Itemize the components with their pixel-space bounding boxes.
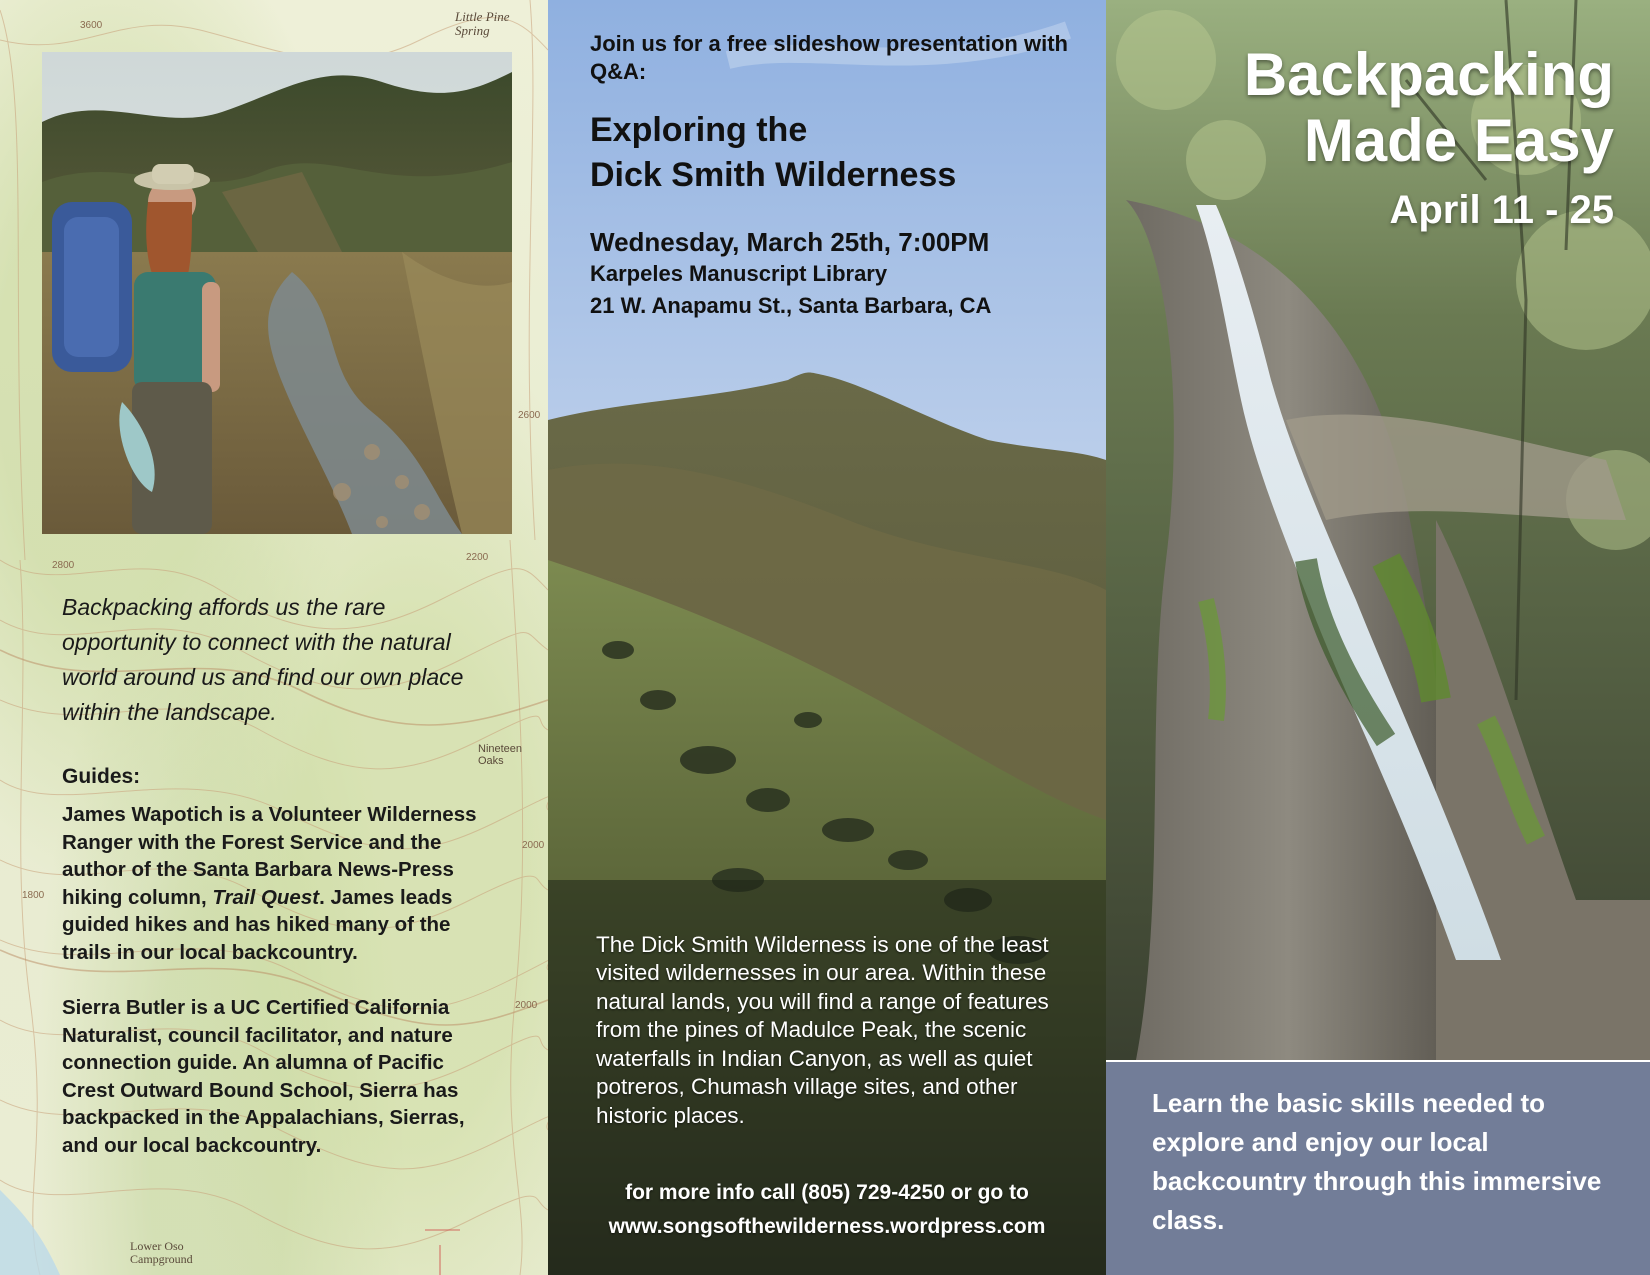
course-summary-text: Learn the basic skills needed to explore and enjoy our local backcountry through this immersive class. [1152,1088,1602,1235]
contour-number: 2800 [52,560,75,571]
course-summary-box [1106,1062,1650,1275]
contour-number: 2000 [515,1000,538,1011]
left-panel [0,0,548,1275]
course-title-line2: Made Easy [1303,107,1614,174]
map-label-little-pine-spring: Little Pine Spring [455,9,510,38]
bio-james-text-end: . James leads guided hikes and has hiked many of the trails in our local backcountry. [62,885,453,964]
contour-number: 2200 [466,552,489,563]
middle-panel [548,0,1106,1275]
course-dates: April 11 - 25 [1389,188,1614,232]
event-header [590,30,1090,322]
slideshow-intro: Join us for a free slideshow presentation with Q&A: [590,31,1068,84]
hiker-photo-illustration [42,52,512,534]
event-date: Wednesday, March 25th, 7:00PM [590,227,990,257]
wilderness-description: The Dick Smith Wilderness is one of the least visited wildernesses in our area. Within these natural lands, you will find a range of features from the pines of Madulce Peak, the scenic waterfalls in Indian Canyon, as well as quiet potreros, Chumash village sites, and other historic places. [596,931,1049,1129]
event-venue: Karpeles Manuscript Library [590,261,888,286]
bio-james-text: James Wapotich is a Volunteer Wilderness Ranger with the Forest Service and the author of the Santa Barbara News-Press hiking column, [62,803,477,909]
right-panel [1106,0,1650,1275]
map-label-nineteen-oaks: Nineteen Oaks [478,743,523,767]
contour-number: 3600 [80,20,103,31]
guide-bio-james [62,801,502,966]
contact-phone-line: for more info call (805) 729-4250 or go to [625,1181,1029,1204]
contour-number: 1800 [22,890,45,901]
guides-heading: Guides: [62,765,141,788]
trail-quest-title: Trail Quest [212,885,320,909]
hiker-photo [42,52,512,534]
website-link[interactable]: www.songsofthewilderness.wordpress.com [608,1215,1046,1238]
contour-number: 2000 [522,840,545,851]
contour-number: 2600 [518,410,541,421]
intro-quote: Backpacking affords us the rare opportunity to connect with the natural world around us and find our own place within the landscape. [62,594,464,725]
map-label-lower-oso: Lower Oso Campground [130,1239,193,1266]
course-title-line1: Backpacking [1243,41,1614,108]
left-text-block [62,590,502,1187]
guide-bio-sierra: Sierra Butler is a UC Certified California Naturalist, council facilitator, and nature connection guide. An alumna of Pacific Crest Outward Bound School, Sierra has backpacked in the Appalachians, Sierras, and our local backcountry. [62,996,465,1157]
event-title [590,108,1090,198]
event-address: 21 W. Anapamu St., Santa Barbara, CA [590,293,992,318]
contact-info [548,1176,1106,1244]
event-title-line2: Dick Smith Wilderness [590,156,957,194]
event-title-line1: Exploring the [590,111,808,149]
course-title-block [1244,42,1614,234]
